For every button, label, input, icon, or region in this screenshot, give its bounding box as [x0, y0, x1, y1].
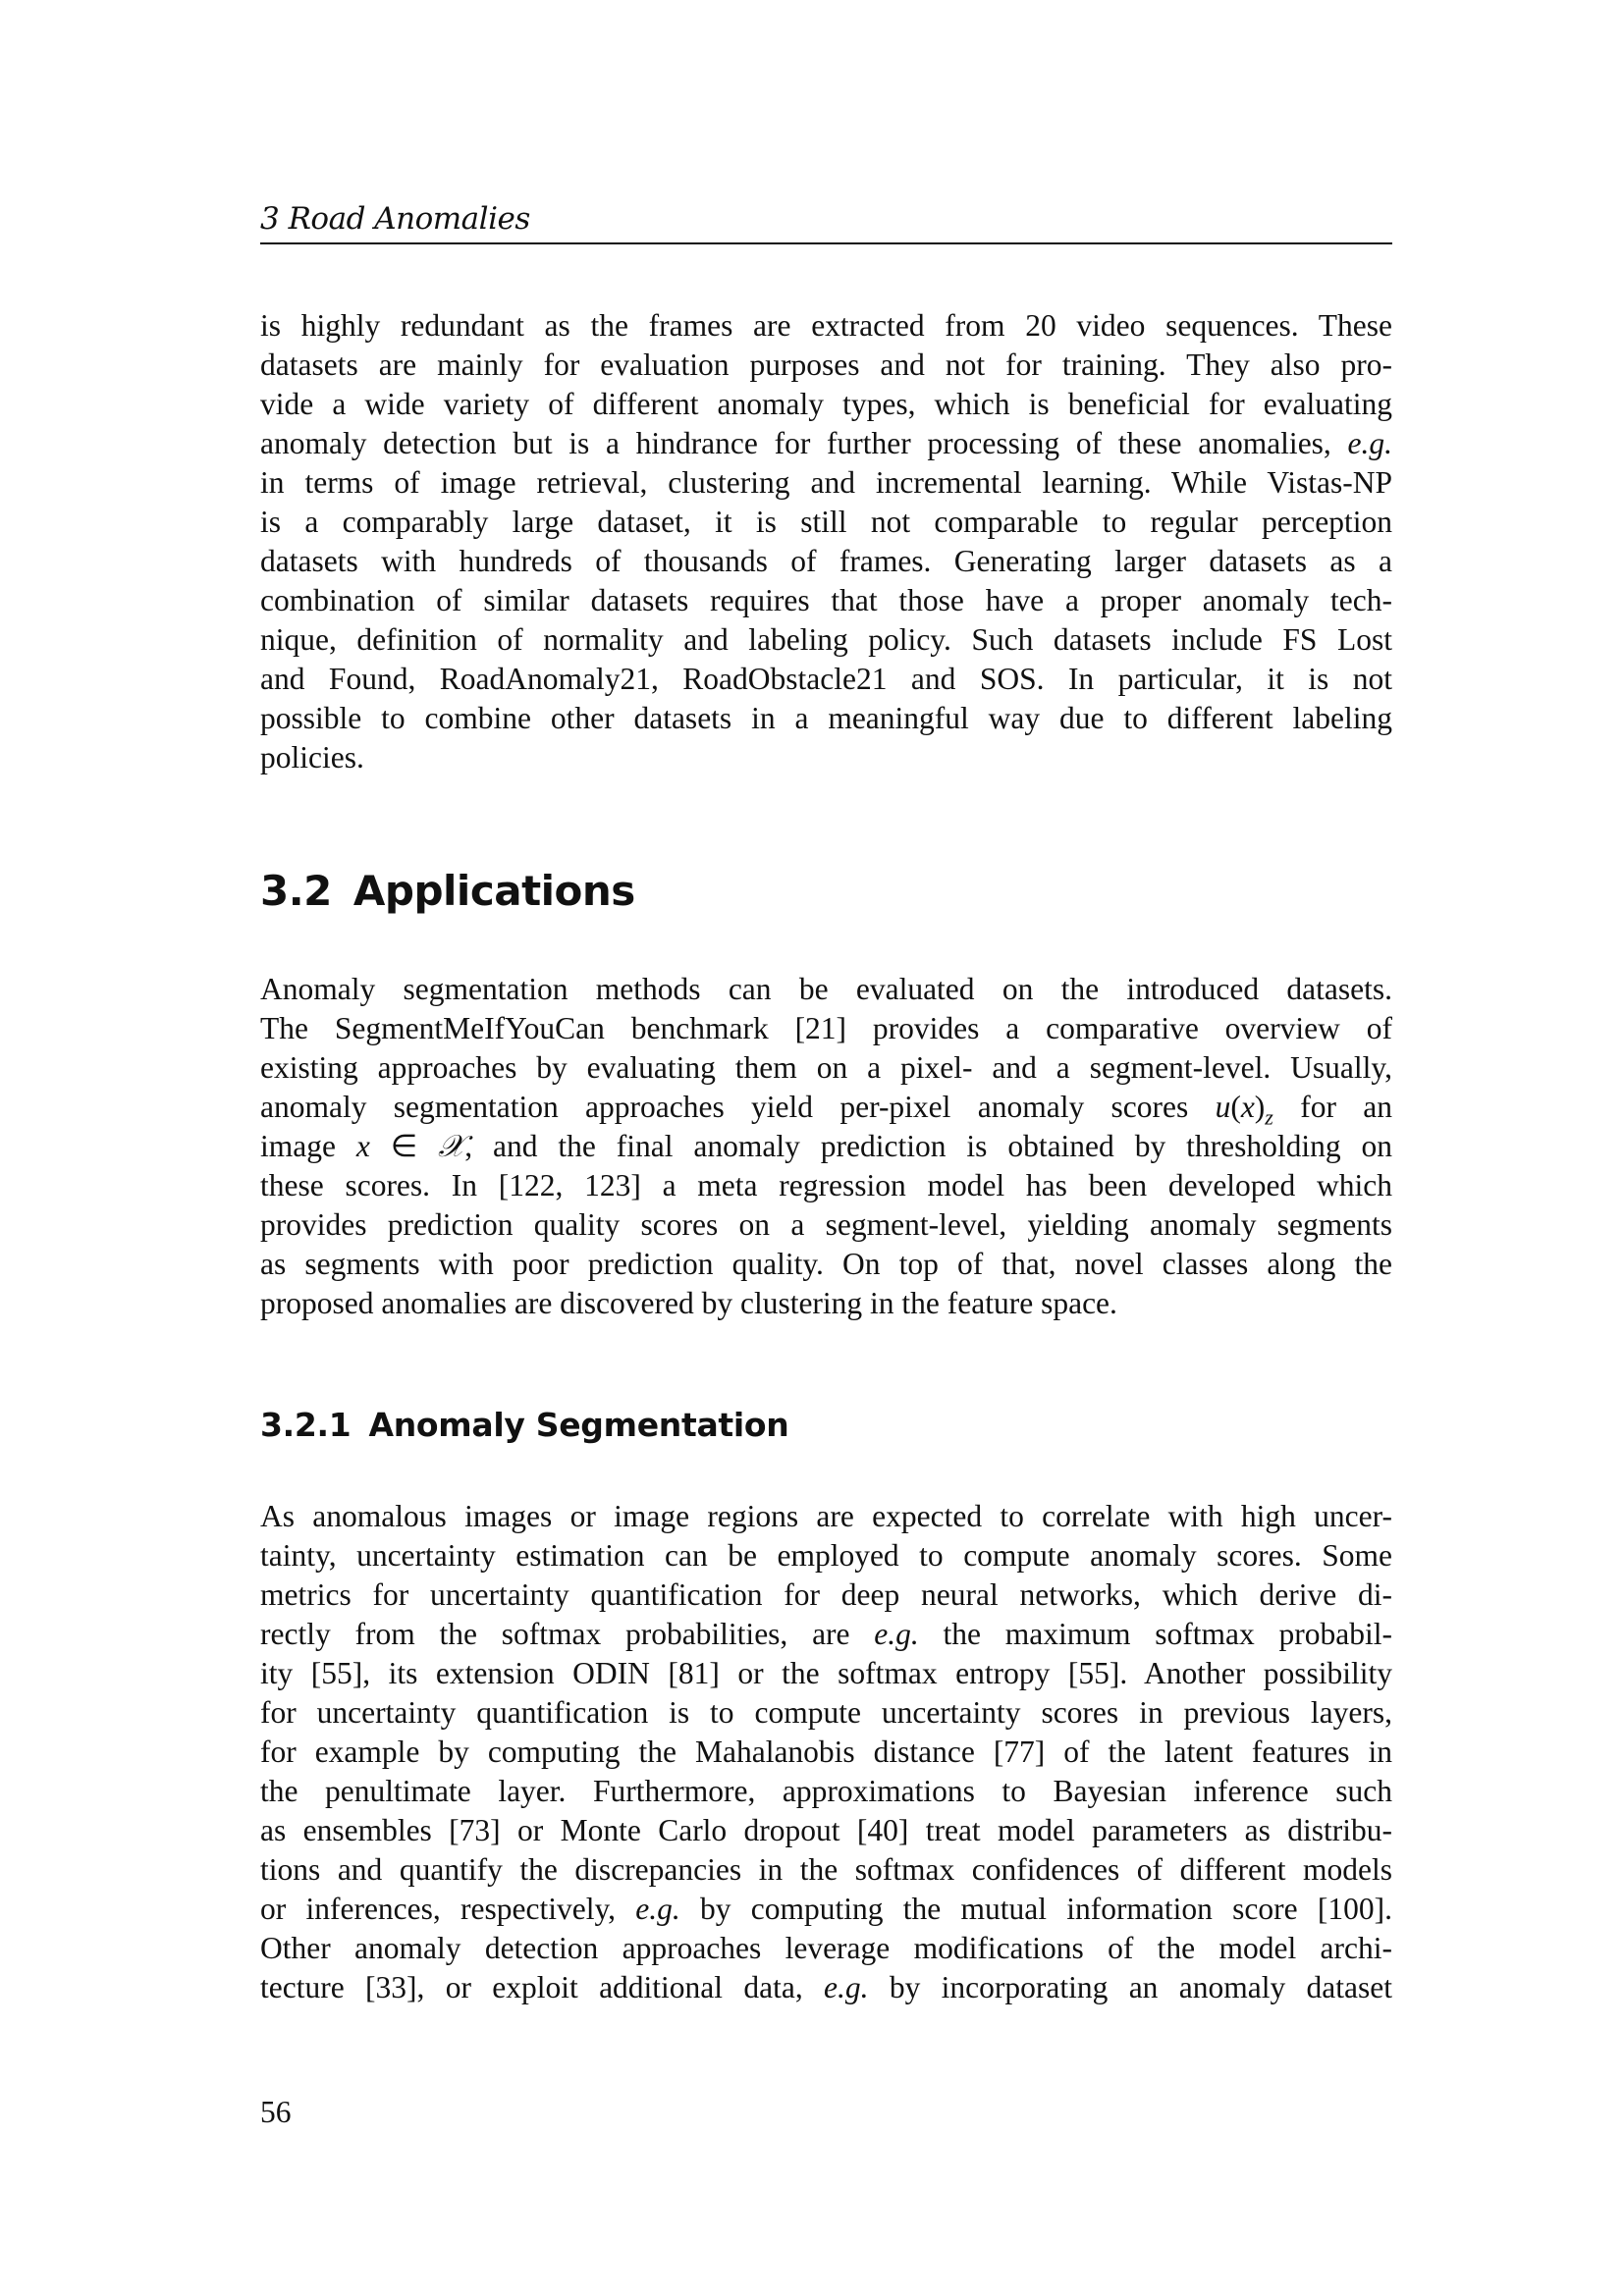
text-line: Anomaly segmentation methods can be evaluated on the introduced datasets. — [260, 972, 1392, 1006]
text-line: nique, definition of normality and labeling policy. Such datasets include FS Lost — [260, 622, 1392, 657]
running-head: 3 Road Anomalies — [260, 201, 530, 237]
paragraph-anomaly-segmentation — [260, 1497, 1392, 2007]
page-number: 56 — [260, 2095, 292, 2129]
text-line: provides prediction quality scores on a segment-level, yielding anomaly segments — [260, 1207, 1392, 1242]
paragraph-applications — [260, 970, 1392, 1323]
section-heading — [260, 864, 635, 919]
text-line: Other anomaly detection approaches leverage modifications of the model archi- — [260, 1931, 1392, 1965]
text-line: or inferences, respectively, e.g. by computing the mutual information score [100]. — [260, 1892, 1392, 1926]
text-line: vide a wide variety of different anomaly types, which is beneficial for evaluating — [260, 387, 1392, 421]
subsection-number: 3.2.1 — [260, 1406, 352, 1444]
subsection-heading — [260, 1404, 788, 1447]
text-line: existing approaches by evaluating them on a pixel- and a segment-level. Usually, — [260, 1050, 1392, 1085]
text-line: anomaly segmentation approaches yield per-pixel anomaly scores $u(x)_z$ for an — [260, 1090, 1392, 1130]
section-title: Applications — [352, 867, 635, 915]
text-line: combination of similar datasets requires that those have a proper anomaly tech- — [260, 583, 1392, 617]
text-line: as segments with poor prediction quality. On top of that, novel classes along the — [260, 1247, 1392, 1281]
text-line: policies. — [260, 740, 364, 774]
text-line: these scores. In [122, 123] a meta regression model has been developed which — [260, 1168, 1392, 1202]
text-line: tainty, uncertainty estimation can be employed to compute anomaly scores. Some — [260, 1538, 1392, 1573]
text-line: image x ∈ 𝒳, and the final anomaly prediction is obtained by thresholding on — [260, 1129, 1392, 1163]
text-line: for uncertainty quantification is to compute uncertainty scores in previous layers, — [260, 1695, 1392, 1730]
text-line: The SegmentMeIfYouCan benchmark [21] provides a comparative overview of — [260, 1011, 1392, 1045]
text-line: the penultimate layer. Furthermore, approximations to Bayesian inference such — [260, 1774, 1392, 1808]
text-line: anomaly detection but is a hindrance for further processing of these anomalies, e.g. — [260, 426, 1392, 460]
text-line: proposed anomalies are discovered by clustering in the feature space. — [260, 1286, 1117, 1320]
header-rule — [260, 242, 1392, 244]
text-line: possible to combine other datasets in a meaningful way due to different labeling — [260, 701, 1392, 735]
text-line: rectly from the softmax probabilities, are e.g. the maximum softmax probabil- — [260, 1617, 1393, 1651]
text-line: datasets are mainly for evaluation purposes and not for training. They also pro- — [260, 347, 1392, 382]
text-line: datasets with hundreds of thousands of frames. Generating larger datasets as a — [260, 544, 1392, 578]
text-line: tions and quantify the discrepancies in the softmax confidences of different models — [260, 1852, 1392, 1887]
text-line: metrics for uncertainty quantification for deep neural networks, which derive di- — [260, 1577, 1392, 1612]
text-line: as ensembles [73] or Monte Carlo dropout [40] treat model parameters as distribu- — [260, 1813, 1392, 1847]
text-line: ity [55], its extension ODIN [81] or the softmax entropy [55]. Another possibility — [260, 1656, 1392, 1690]
text-line: is highly redundant as the frames are extracted from 20 video sequences. These — [260, 308, 1392, 343]
text-line: and Found, RoadAnomaly21, RoadObstacle21 and SOS. In particular, it is not — [260, 662, 1392, 696]
text-line: in terms of image retrieval, clustering and incremental learning. While Vistas-NP — [260, 465, 1392, 500]
text-line: tecture [33], or exploit additional data, e.g. by incorporating an anomaly dataset — [260, 1970, 1392, 2004]
text-line: As anomalous images or image regions are expected to correlate with high uncer- — [260, 1499, 1392, 1533]
section-number: 3.2 — [260, 867, 332, 915]
paragraph-intro — [260, 306, 1392, 777]
text-line: is a comparably large dataset, it is still not comparable to regular perception — [260, 505, 1392, 539]
text-line: for example by computing the Mahalanobis distance [77] of the latent features in — [260, 1735, 1392, 1769]
subsection-title: Anomaly Segmentation — [368, 1406, 789, 1444]
